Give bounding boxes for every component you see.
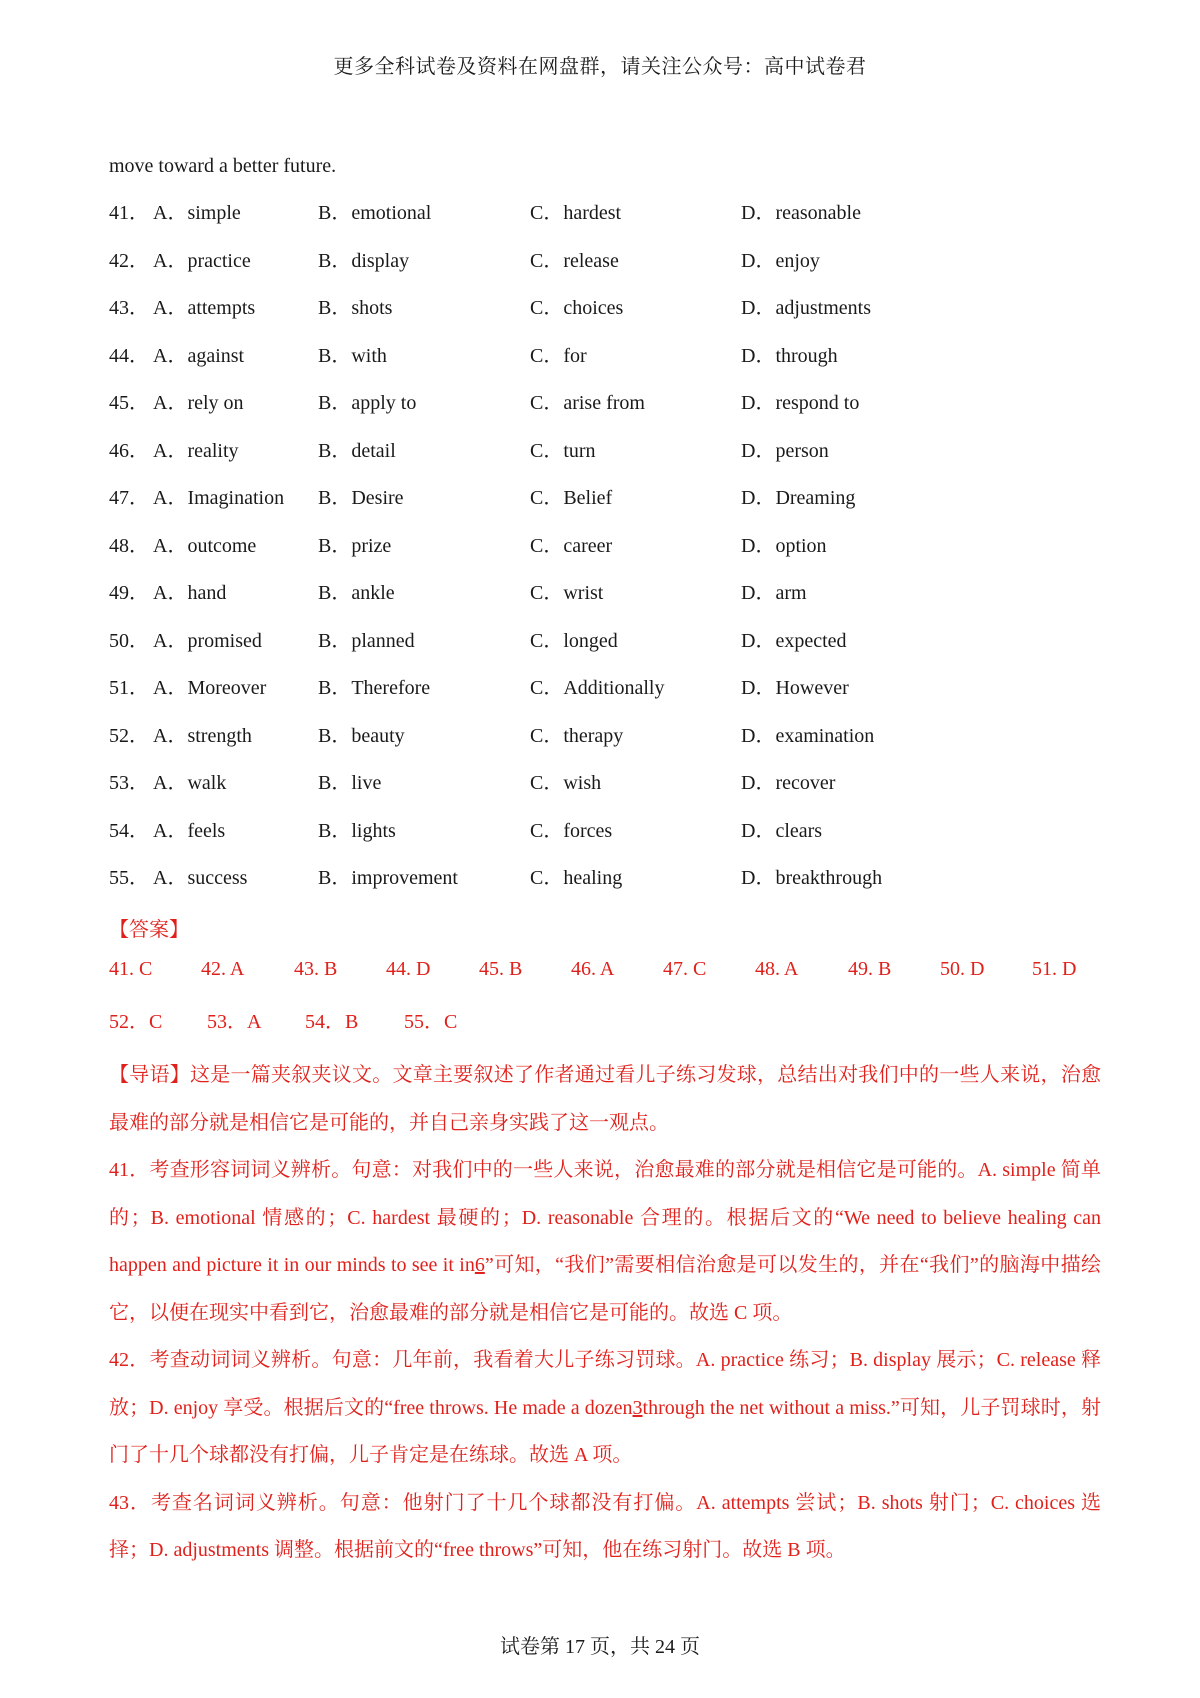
option-c: C．wrist (530, 582, 604, 604)
answers-row-2 (109, 1005, 1109, 1035)
answer-item: 49. B (848, 958, 892, 980)
answer-item: 53．A (207, 1011, 262, 1033)
explanation-42 (109, 1337, 1101, 1480)
option-d: D．Dreaming (741, 487, 856, 509)
option-c: C．Additionally (530, 677, 665, 699)
option-a: A．simple (153, 202, 241, 224)
explanation-43: 43．考查名词词义辨析。句意：他射门了十几个球都没有打偏。A. attempts 尝试；B. shots 射门；C. choices 选择；D. adjustments 调整。根据前文的“free throws”可知，他在练习射门。故选 B 项。 (109, 1491, 1101, 1561)
option-a: A．against (153, 344, 245, 367)
question-row (109, 861, 1109, 909)
explanation-41-text-2: ”可知，“我们”需要相信治愈是可以发生的，并在“我们”的脑海中描绘它，以便在现实中看到它，治愈最难的部分就是相信它是可能的。故选 C 项。 (109, 1254, 1101, 1324)
answers-row-1 (109, 958, 1109, 988)
option-a: A．strength (153, 724, 252, 747)
question-list (109, 196, 1109, 909)
answer-item: 55．C (404, 1011, 458, 1033)
question-number: 42． (109, 249, 149, 272)
option-b: B．detail (318, 439, 396, 462)
lead-text: move toward a better future. (109, 155, 337, 177)
option-a: A．practice (153, 249, 251, 272)
question-row (109, 244, 1109, 292)
option-c: C．forces (530, 819, 613, 842)
option-b: B．ankle (318, 582, 395, 604)
option-d: D．person (741, 439, 829, 462)
question-number: 46． (109, 439, 149, 462)
answer-item: 44. D (386, 958, 431, 980)
question-number: 43． (109, 297, 149, 319)
option-c: C．hardest (530, 202, 622, 224)
answer-item: 41. C (109, 958, 153, 980)
answer-item: 48. A (755, 958, 799, 980)
question-row (109, 529, 1109, 577)
option-c: C．wish (530, 772, 602, 794)
question-number: 45． (109, 392, 149, 414)
option-c: C．release (530, 249, 619, 272)
question-number: 47． (109, 487, 149, 509)
question-row (109, 339, 1109, 387)
option-a: A．feels (153, 819, 226, 842)
option-c: C．Belief (530, 487, 613, 509)
option-b: B．emotional (318, 202, 432, 224)
option-b: B．apply to (318, 392, 417, 414)
option-b: B．improvement (318, 867, 458, 889)
option-b: B．Desire (318, 487, 404, 509)
option-a: A．outcome (153, 534, 257, 557)
option-c: C．arise from (530, 392, 645, 414)
explanation-41-text: 41．考查形容词词义辨析。句意：对我们中的一些人来说，治愈最难的部分就是相信它是可能的。A. simple 简单的；B. emotional 情感的；C. hardest 最硬的；D. reasonable 合理的。根据后文的“We need to believe healing can happen and picture it in our minds to see it in (109, 1159, 1101, 1276)
option-b: B．beauty (318, 724, 405, 747)
question-row (109, 576, 1109, 624)
option-c: C．for (530, 344, 587, 367)
answer-item: 46. A (571, 958, 615, 980)
page-footer: 试卷第 17 页，共 24 页 (500, 1636, 700, 1658)
question-number: 52． (109, 724, 149, 747)
option-b: B．live (318, 772, 382, 794)
option-d: D．adjustments (741, 297, 871, 319)
question-number: 50． (109, 629, 149, 652)
explanation-42-text-2: through the net without a miss.”可知，儿子罚球时，射门了十几个球都没有打偏，儿子肯定是在练球。故选 A 项。 (109, 1396, 1101, 1466)
option-b: B．planned (318, 629, 415, 652)
option-d: D．option (741, 534, 827, 557)
option-d: D．through (741, 344, 838, 367)
question-number: 48． (109, 534, 149, 557)
option-b: B．prize (318, 534, 392, 557)
option-a: A．walk (153, 772, 227, 794)
answer-item: 50. D (940, 958, 985, 980)
page-header: 更多全科试卷及资料在网盘群，请关注公众号：高中试卷君 (333, 56, 867, 78)
option-b: B．with (318, 344, 387, 367)
option-c: C．healing (530, 867, 623, 889)
question-number: 51． (109, 677, 149, 699)
option-b: B．Therefore (318, 677, 431, 699)
answer-item: 42. A (201, 958, 245, 980)
option-d: D．However (741, 677, 849, 699)
question-row (109, 196, 1109, 244)
option-d: D．clears (741, 819, 823, 842)
explanation-42-text: 42．考查动词词义辨析。句意：几年前，我看着大儿子练习罚球。A. practice 练习；B. display 展示；C. release 释放；D. enjoy 享受。根据后文的“free throws. He made a dozen (109, 1349, 1101, 1419)
option-b: B．lights (318, 819, 396, 842)
question-number: 53． (109, 772, 149, 794)
intro-paragraph (109, 1052, 1101, 1147)
question-row (109, 386, 1109, 434)
option-a: A．Moreover (153, 677, 267, 699)
question-number: 54． (109, 819, 149, 842)
option-d: D．expected (741, 629, 847, 652)
option-d: D．examination (741, 724, 875, 747)
question-number: 41． (109, 202, 149, 224)
option-a: A．promised (153, 629, 262, 652)
blank-marker: 3 (632, 1396, 643, 1419)
question-row (109, 671, 1109, 719)
question-row (109, 291, 1109, 339)
option-d: D．recover (741, 772, 836, 794)
intro-label: 【导语】 (109, 1064, 190, 1086)
option-a: A．hand (153, 582, 227, 604)
option-d: D．arm (741, 582, 807, 604)
option-d: D．respond to (741, 392, 860, 414)
explanation-block (109, 1052, 1101, 1575)
option-a: A．success (153, 867, 248, 889)
question-number: 49． (109, 582, 149, 604)
answer-item: 54．B (305, 1011, 359, 1033)
option-b: B．display (318, 249, 410, 272)
option-c: C．therapy (530, 724, 624, 747)
option-a: A．attempts (153, 297, 256, 319)
question-row (109, 434, 1109, 482)
question-number: 55． (109, 867, 149, 889)
answer-item: 52．C (109, 1011, 163, 1033)
question-number: 44． (109, 344, 149, 367)
option-d: D．enjoy (741, 249, 820, 272)
explanation-41 (109, 1147, 1101, 1337)
question-row (109, 719, 1109, 767)
intro-text: 这是一篇夹叙夹议文。文章主要叙述了作者通过看儿子练习发球，总结出对我们中的一些人来说，治愈最难的部分就是相信它是可能的，并自己亲身实践了这一观点。 (109, 1064, 1101, 1134)
question-row (109, 481, 1109, 529)
option-a: A．Imagination (153, 487, 285, 509)
option-a: A．reality (153, 439, 239, 462)
option-c: C．choices (530, 297, 624, 319)
option-d: D．reasonable (741, 202, 861, 224)
answer-item: 43. B (294, 958, 338, 980)
question-row (109, 814, 1109, 862)
option-a: A．rely on (153, 392, 244, 414)
option-d: D．breakthrough (741, 867, 883, 889)
blank-marker: 6 (474, 1254, 485, 1276)
answer-item: 45. B (479, 958, 523, 980)
option-b: B．shots (318, 297, 393, 319)
answer-label: 【答案】 (109, 919, 189, 941)
option-c: C．career (530, 534, 613, 557)
answer-item: 51. D (1032, 958, 1077, 980)
answer-item: 47. C (663, 958, 707, 980)
question-row (109, 624, 1109, 672)
question-row (109, 766, 1109, 814)
option-c: C．longed (530, 629, 618, 652)
option-c: C．turn (530, 439, 596, 462)
